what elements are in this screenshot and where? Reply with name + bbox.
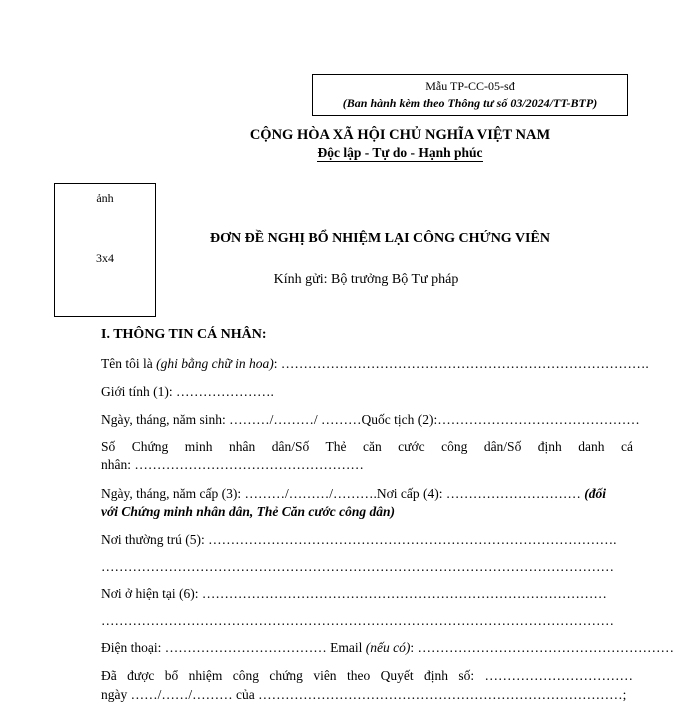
issue-note-text: với Chứng minh nhân dân, Thẻ Căn cước công dân) — [101, 504, 395, 519]
issue-note-cont — [101, 503, 633, 521]
photo-placeholder — [54, 183, 156, 317]
email-dots: : ………………………………………………… — [410, 640, 674, 655]
id-number-field-line1: Số Chứng minh nhân dân/Số Thẻ căn cước công dân/Số định danh cá — [101, 439, 633, 454]
document-title: ĐƠN ĐỀ NGHỊ BỔ NHIỆM LẠI CÔNG CHỨNG VIÊN — [210, 231, 550, 246]
national-heading: CỘNG HÒA XÃ HỘI CHỦ NGHĨA VIỆT NAM — [249, 127, 551, 143]
permanent-residence-cont: …………………………………………………………………………………………………… — [101, 559, 614, 574]
motto-text: Độc lập - Tự do - Hạnh phúc — [317, 145, 483, 160]
name-hint: (ghi bằng chữ in hoa) — [156, 356, 274, 371]
issued-by-note: (Ban hành kèm theo Thông tư số 03/2024/TT-BTP) — [342, 96, 598, 110]
current-residence-cont: …………………………………………………………………………………………………… — [101, 613, 614, 628]
email-hint: (nếu có) — [365, 640, 411, 655]
phone-email-field — [101, 639, 674, 657]
name-dots: : ………………………………………………………………………. — [273, 356, 649, 371]
issue-note-start: (đối — [584, 486, 606, 501]
photo-label: ảnh — [96, 191, 114, 205]
dob-nationality-field: Ngày, tháng, năm sinh: ………/………/ ………Quốc tịch (2):……………………………………… — [101, 412, 640, 427]
issue-date-text: Ngày, tháng, năm cấp (3): ………/………/……….Nơi cấp (4): ………………………… — [101, 486, 585, 501]
recipient-line: Kính gửi: Bộ trưởng Bộ Tư pháp — [273, 272, 459, 287]
current-residence-field: Nơi ở hiện tại (6): ……………………………………………………………………………… — [101, 586, 607, 601]
gender-field: Giới tính (1): …………………. — [101, 384, 274, 399]
appointment-decision-line1: Đã được bổ nhiệm công chứng viên theo Quyết định số: …………………………… — [101, 668, 633, 683]
section-heading-personal-info: I. THÔNG TIN CÁ NHÂN: — [101, 327, 267, 342]
name-field — [101, 355, 649, 373]
national-motto — [150, 145, 650, 161]
permanent-residence-field: Nơi thường trú (5): ………………………………………………………………………………. — [101, 532, 617, 547]
form-code-box — [312, 74, 628, 116]
id-number-field-line2: nhân: …………………………………………… — [101, 457, 364, 472]
photo-size: 3x4 — [96, 251, 114, 265]
name-label: Tên tôi là — [101, 356, 157, 371]
issue-date-place-field — [101, 485, 633, 503]
phone-text: Điện thoại: ……………………………… Email — [101, 640, 366, 655]
appointment-decision-line2: ngày ……/……/……… của ………………………………………………………………………; — [101, 687, 627, 702]
form-code: Mẫu TP-CC-05-sđ — [425, 79, 515, 93]
